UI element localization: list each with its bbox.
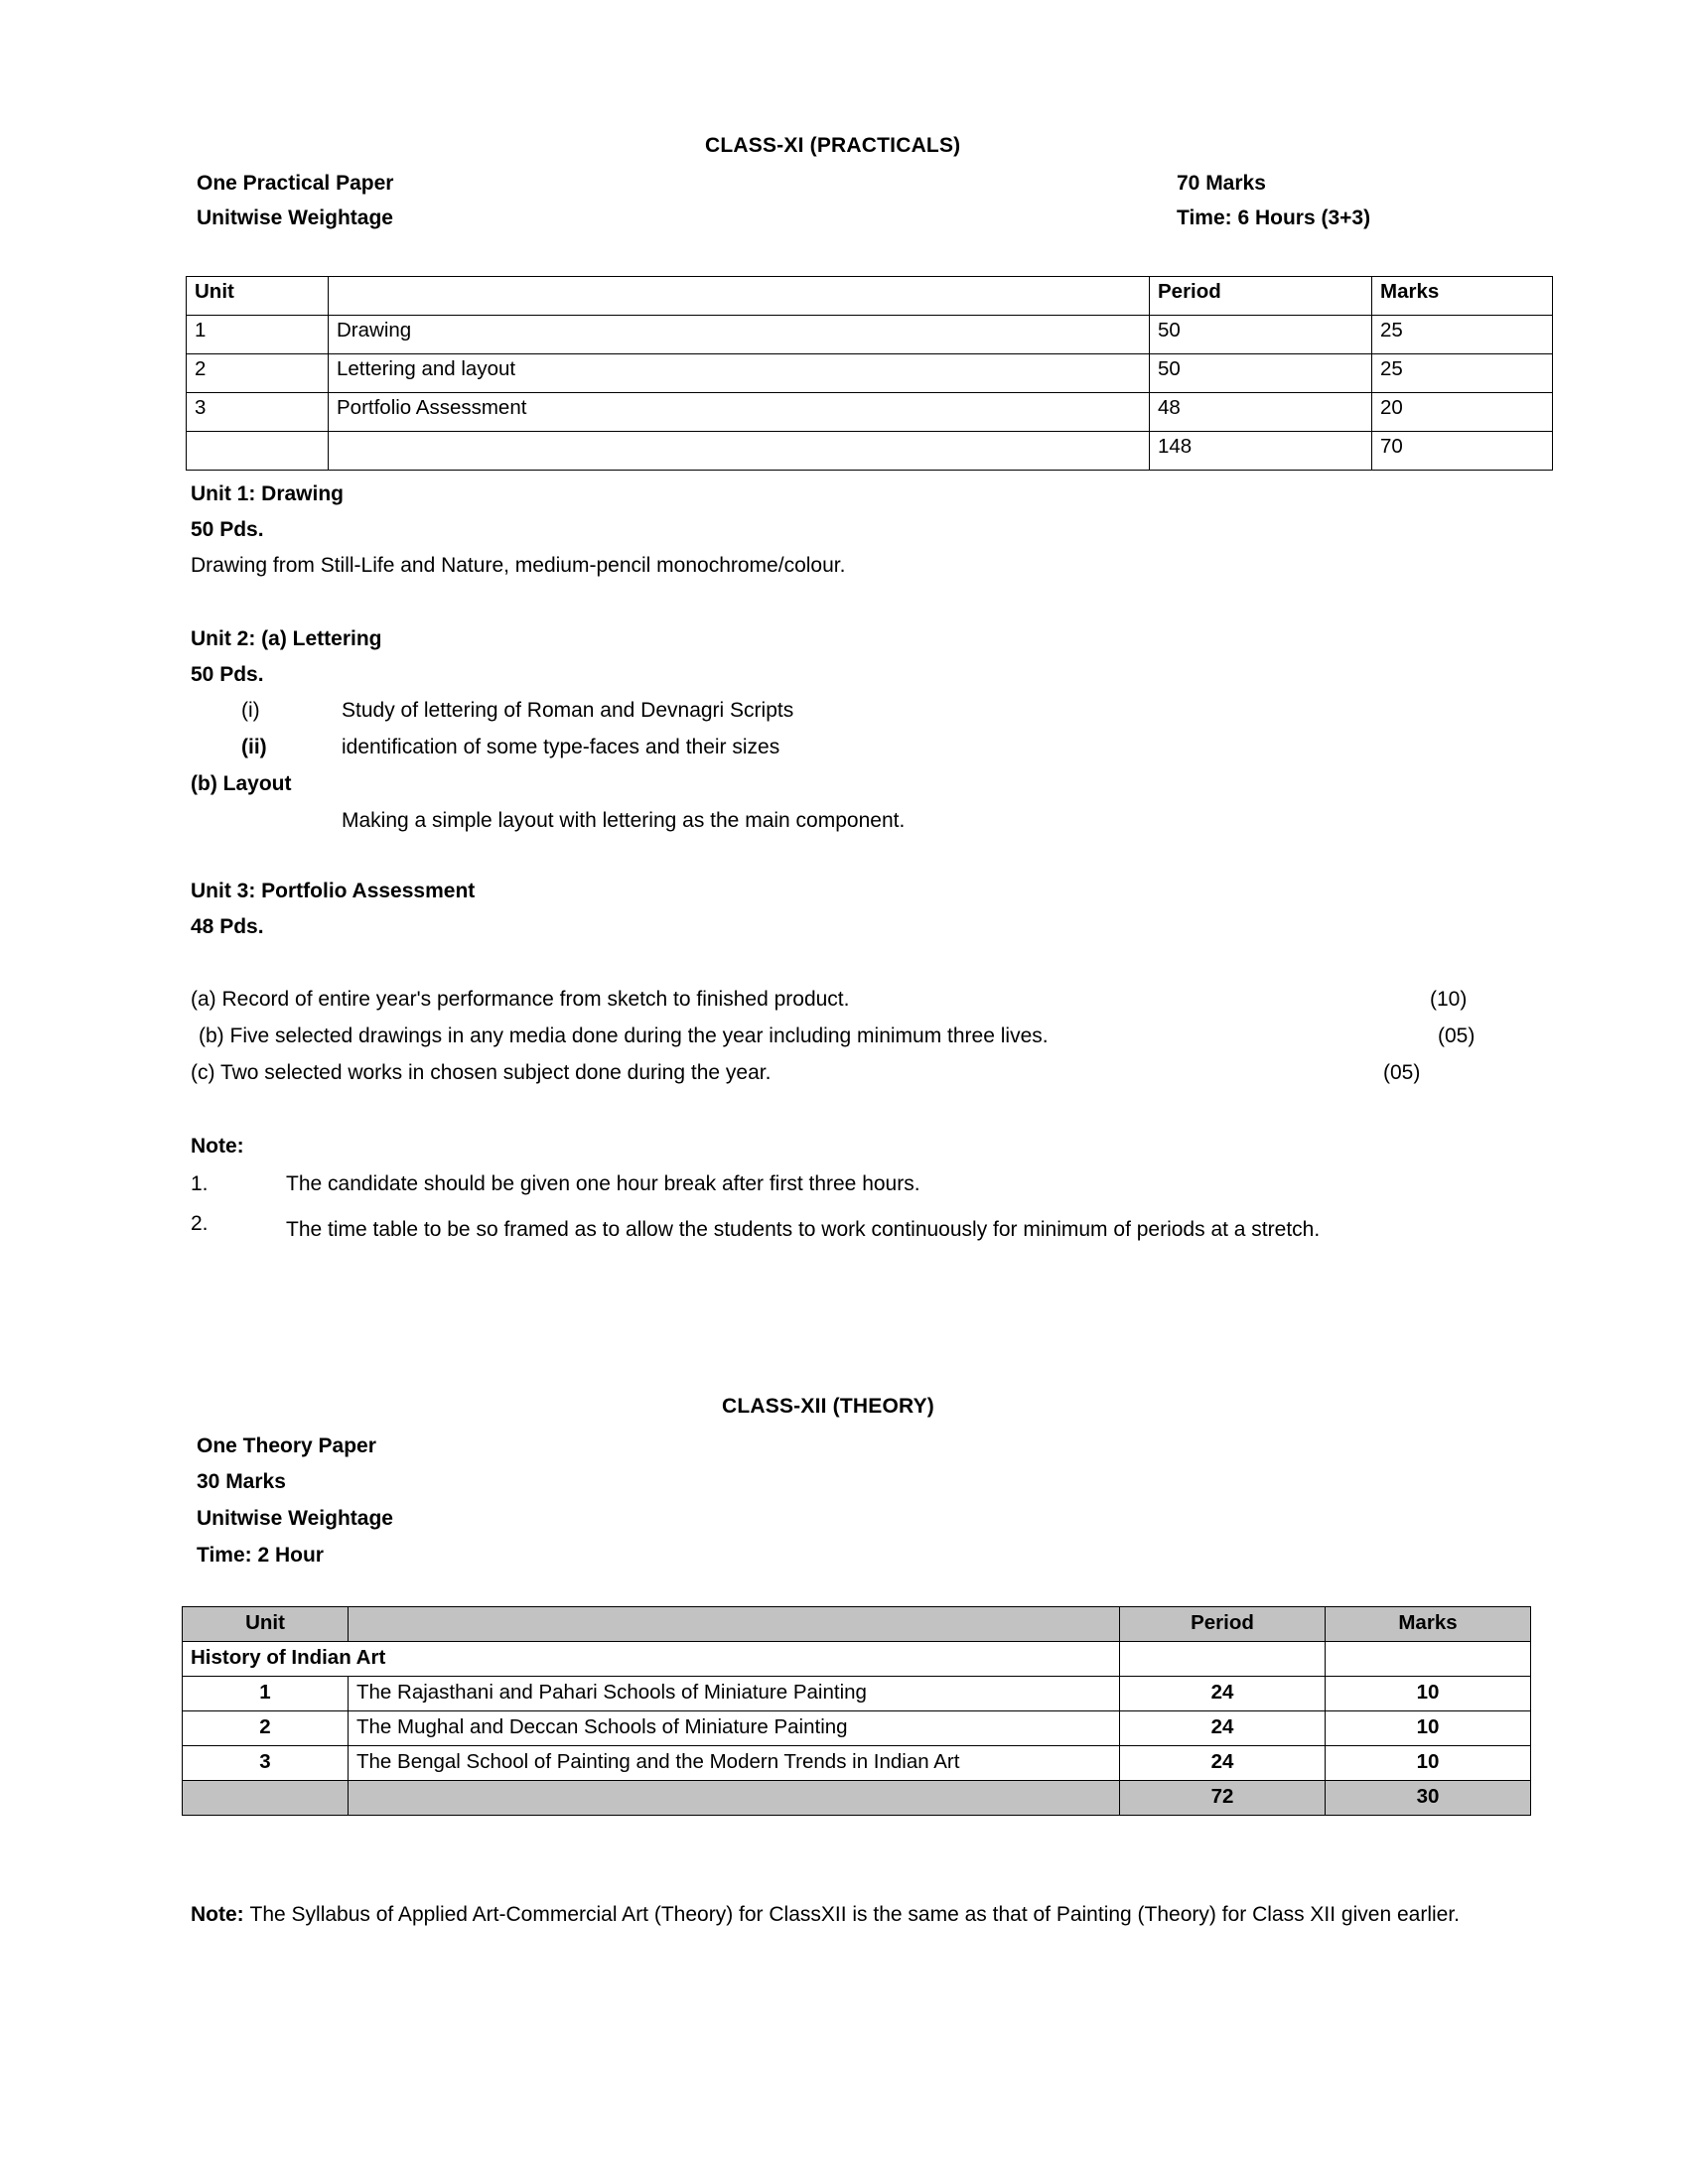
table-row bbox=[183, 1746, 1531, 1781]
unit3-item-text: (a) Record of entire year's performance from sketch to finished product. bbox=[191, 988, 850, 1011]
table-total-row bbox=[187, 432, 1553, 471]
cell-period: 24 bbox=[1120, 1677, 1326, 1711]
class-xii-weightage-table bbox=[182, 1606, 1531, 1816]
cell-period-total: 72 bbox=[1120, 1781, 1326, 1816]
th-unit: Unit bbox=[183, 1607, 349, 1642]
class-xi-one-practical-paper: One Practical Paper bbox=[197, 172, 394, 195]
unit2-item-marker: (ii) bbox=[241, 736, 267, 758]
unit1-heading: Unit 1: Drawing bbox=[191, 482, 345, 505]
unit3-item-marks: (10) bbox=[1430, 988, 1468, 1011]
class-xii-one-theory-paper: One Theory Paper bbox=[197, 1434, 376, 1457]
class-xi-note-text: The time table to be so framed as to allow the students to work continuously for minimum of periods at a stretch. bbox=[286, 1218, 1321, 1241]
class-xi-weightage-table-wrap bbox=[186, 276, 1553, 471]
class-xi-note-label: Note: bbox=[191, 1135, 244, 1158]
unit2-item-text: Study of lettering of Roman and Devnagri Scripts bbox=[342, 699, 794, 722]
cell-unit-total bbox=[187, 432, 329, 471]
cell-period: 48 bbox=[1150, 393, 1372, 432]
class-xii-note-text: The Syllabus of Applied Art-Commercial Art (Theory) for ClassXII is the same as that of Painting (Theory) for Class XII given earlier. bbox=[249, 1903, 1460, 1926]
unit3-item-text: (c) Two selected works in chosen subject done during the year. bbox=[191, 1061, 772, 1084]
table-row bbox=[187, 393, 1553, 432]
cell-marks: 10 bbox=[1326, 1711, 1531, 1746]
cell-desc-total bbox=[349, 1781, 1120, 1816]
unit2-heading: Unit 2: (a) Lettering bbox=[191, 627, 382, 650]
unit3-item-marks: (05) bbox=[1438, 1024, 1476, 1047]
class-xi-note-text: The candidate should be given one hour break after first three hours. bbox=[286, 1172, 920, 1195]
table-header-row bbox=[183, 1607, 1531, 1642]
th-period: Period bbox=[1150, 277, 1372, 316]
table-row bbox=[187, 354, 1553, 393]
cell-desc: The Bengal School of Painting and the Modern Trends in Indian Art bbox=[349, 1746, 1120, 1781]
unit2-layout-body: Making a simple layout with lettering as the main component. bbox=[342, 809, 906, 832]
cell-period-total: 148 bbox=[1150, 432, 1372, 471]
unit1-body: Drawing from Still-Life and Nature, medium-pencil monochrome/colour. bbox=[191, 554, 846, 577]
table-row bbox=[183, 1711, 1531, 1746]
class-xi-title: CLASS-XI (PRACTICALS) bbox=[705, 134, 961, 157]
class-xi-weightage-table bbox=[186, 276, 1553, 471]
cell-marks-empty bbox=[1326, 1642, 1531, 1677]
unit2-layout-heading: (b) Layout bbox=[191, 772, 292, 795]
table-row bbox=[183, 1677, 1531, 1711]
cell-desc-total bbox=[329, 432, 1150, 471]
class-xi-unitwise-weightage: Unitwise Weightage bbox=[197, 206, 393, 229]
table-section-row bbox=[183, 1642, 1531, 1677]
cell-marks: 10 bbox=[1326, 1746, 1531, 1781]
class-xi-time: Time: 6 Hours (3+3) bbox=[1177, 206, 1371, 229]
unit1-periods: 50 Pds. bbox=[191, 518, 264, 541]
cell-unit: 3 bbox=[183, 1746, 349, 1781]
cell-unit: 2 bbox=[183, 1711, 349, 1746]
cell-marks: 25 bbox=[1372, 354, 1553, 393]
th-desc bbox=[329, 277, 1150, 316]
cell-desc: Portfolio Assessment bbox=[329, 393, 1150, 432]
class-xi-note-number: 2. bbox=[191, 1212, 209, 1235]
unit3-item-marks: (05) bbox=[1383, 1061, 1421, 1084]
table-header-row bbox=[187, 277, 1553, 316]
cell-desc: Lettering and layout bbox=[329, 354, 1150, 393]
th-period: Period bbox=[1120, 1607, 1326, 1642]
class-xii-note bbox=[191, 1894, 1462, 1936]
cell-desc: Drawing bbox=[329, 316, 1150, 354]
class-xii-unitwise-weightage: Unitwise Weightage bbox=[197, 1507, 393, 1530]
cell-section-label: History of Indian Art bbox=[183, 1642, 1120, 1677]
cell-period: 50 bbox=[1150, 354, 1372, 393]
cell-period: 50 bbox=[1150, 316, 1372, 354]
class-xii-total-marks: 30 Marks bbox=[197, 1470, 286, 1493]
cell-unit: 3 bbox=[187, 393, 329, 432]
cell-marks-total: 70 bbox=[1372, 432, 1553, 471]
table-total-row bbox=[183, 1781, 1531, 1816]
class-xi-note-number: 1. bbox=[191, 1172, 209, 1195]
cell-marks: 25 bbox=[1372, 316, 1553, 354]
unit2-item-marker: (i) bbox=[241, 699, 260, 722]
unit3-periods: 48 Pds. bbox=[191, 915, 264, 938]
cell-period: 24 bbox=[1120, 1746, 1326, 1781]
th-unit: Unit bbox=[187, 277, 329, 316]
class-xii-weightage-table-wrap bbox=[182, 1606, 1531, 1816]
cell-unit: 1 bbox=[183, 1677, 349, 1711]
unit3-heading: Unit 3: Portfolio Assessment bbox=[191, 880, 476, 902]
cell-marks-total: 30 bbox=[1326, 1781, 1531, 1816]
class-xii-title: CLASS-XII (THEORY) bbox=[722, 1395, 934, 1418]
th-marks: Marks bbox=[1326, 1607, 1531, 1642]
cell-unit: 2 bbox=[187, 354, 329, 393]
cell-marks: 10 bbox=[1326, 1677, 1531, 1711]
class-xii-note-label: Note: bbox=[191, 1903, 244, 1926]
cell-desc: The Rajasthani and Pahari Schools of Miniature Painting bbox=[349, 1677, 1120, 1711]
unit3-item-text: (b) Five selected drawings in any media done during the year including minimum three lives. bbox=[199, 1024, 1049, 1047]
unit2-item-text: identification of some type-faces and their sizes bbox=[342, 736, 780, 758]
cell-period-empty bbox=[1120, 1642, 1326, 1677]
class-xii-time: Time: 2 Hour bbox=[197, 1544, 324, 1567]
th-desc bbox=[349, 1607, 1120, 1642]
cell-desc: The Mughal and Deccan Schools of Miniature Painting bbox=[349, 1711, 1120, 1746]
cell-unit-total bbox=[183, 1781, 349, 1816]
th-marks: Marks bbox=[1372, 277, 1553, 316]
cell-marks: 20 bbox=[1372, 393, 1553, 432]
class-xi-total-marks: 70 Marks bbox=[1177, 172, 1266, 195]
table-row bbox=[187, 316, 1553, 354]
cell-period: 24 bbox=[1120, 1711, 1326, 1746]
unit2-periods: 50 Pds. bbox=[191, 663, 264, 686]
cell-unit: 1 bbox=[187, 316, 329, 354]
